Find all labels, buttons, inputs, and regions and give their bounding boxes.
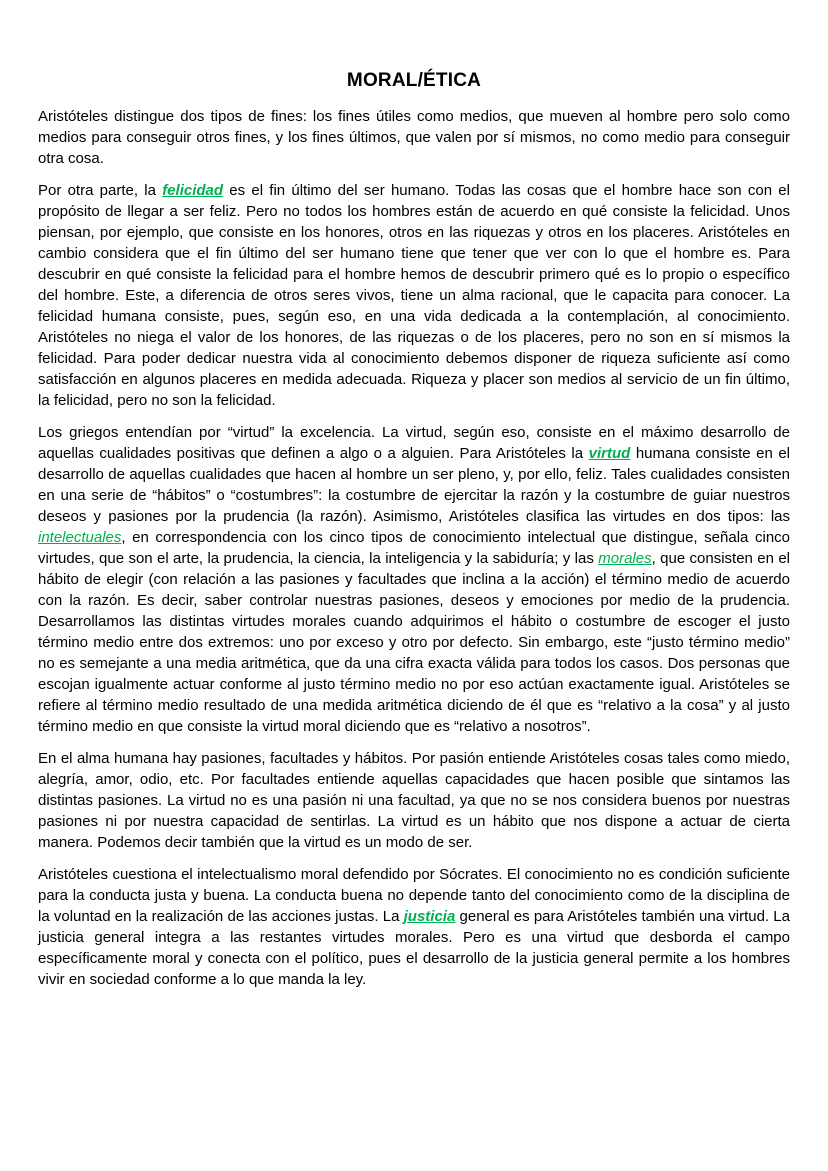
paragraph [38,106,790,169]
highlighted-term: felicidad [162,182,224,199]
text-run: Los griegos entendían por “virtud” la excelencia. La virtud, según eso, consiste en el máximo desarrollo de aquellas cualidades positivas que definen a algo o a alguien. Para Aristóteles la [38,424,790,462]
text-run: Aristóteles cuestiona el intelectualismo moral defendido por Sócrates. El conocimiento no es condición suficiente para la conducta justa y buena. La conducta buena no depende tanto del conocimiento como de la disciplina de la voluntad en la realización de las acciones justas. La [38,866,790,925]
text-run: es el fin último del ser humano. Todas las cosas que el hombre hace son con el propósito de llegar a ser feliz. Pero no todos los hombres están de acuerdo en qué consiste la felicidad. Unos piensan, por ejemplo, que consiste en los honores, otros en las riquezas y otros en los placeres. Aristóteles en cambio considera que el fin último del ser humano tiene que tener que ver con lo que el hombre es. Para descubrir en qué consiste la felicidad para el hombre hemos de descubrir primero qué es lo propio o específico del hombre. Este, a diferencia de otros seres vivos, tiene un alma racional, que le capacita para conocer. La felicidad humana consiste, pues, según eso, en una vida dedicada a la contemplación, al conocimiento. Aristóteles no niega el valor de los honores, de las riquezas o de los placeres, pero no son en sí mismos la felicidad. Para poder dedicar nuestra vida al conocimiento debemos disponer de riqueza suficiente así como satisfacción en algunos placeres en medida adecuada. Riqueza y placer son medios al servicio de un fin último, la felicidad, pero no son la felicidad. [38,182,790,409]
document-body [38,106,790,990]
text-run: general es para Aristóteles también una virtud. La justicia general integra a las restantes virtudes morales. Pero es una virtud que desborda el campo específicamente moral y conecta con el político, pues el desarrollo de la justicia general permite a los hombres vivir en sociedad conforme a lo que manda la ley. [38,908,790,988]
document-title: MORAL/ÉTICA [346,70,482,91]
paragraph [38,180,790,411]
highlighted-term: intelectuales [38,529,122,546]
text-run: , que consisten en el hábito de elegir (con relación a las pasiones y facultades que inclina a la acción) el término medio de acuerdo con la razón. Es decir, saber controlar nuestras pasiones, deseos y emociones por medio de la prudencia. Desarrollamos las distintas virtudes morales cuando adquirimos el hábito o costumbre de escoger el justo término medio entre dos extremos: uno por exceso y otro por defecto. Sin embargo, este “justo término medio” no es semejante a una media aritmética, que da una cifra exacta válida para todos los casos. Dos personas que escojan igualmente actuar conforme al justo término medio no por eso actúan exactamente igual. Aristóteles se refiere al término medio resultado de una medida aritmética diciendo de él que es “relativo a la cosa” y al justo término medio en que consiste la virtud moral diciendo que es “relativo a nosotros”. [38,550,790,735]
text-run: Por otra parte, la [38,182,163,199]
text-run: En el alma humana hay pasiones, facultades y hábitos. Por pasión entiende Aristóteles cosas tales como miedo, alegría, amor, odio, etc. Por facultades entiende aquellas capacidades que hacen posible que sintamos las distintas pasiones. La virtud no es una pasión ni una facultad, ya que no se nos considera buenos por nuestras pasiones ni por nuestra capacidad de sentirlas. La virtud es un hábito que nos dispone a actuar de cierta manera. Podemos decir también que la virtud es un modo de ser. [38,750,790,851]
text-run: , en correspondencia con los cinco tipos de conocimiento intelectual que distingue, señala cinco virtudes, que son el arte, la prudencia, la ciencia, la inteligencia y la sabiduría; y las [38,529,790,567]
highlighted-term: justicia [403,908,456,925]
highlighted-term: virtud [588,445,631,462]
paragraph [38,748,790,853]
text-run: humana consiste en el desarrollo de aquellas cualidades que hacen al hombre un ser pleno, y, por ello, feliz. Tales cualidades consisten en una serie de “hábitos” o “costumbres”: la costumbre de ejercitar la razón y la costumbre de guiar nuestros deseos y pasiones por la prudencia (la razón). Asimismo, Aristóteles clasifica las virtudes en dos tipos: las [38,445,791,525]
highlighted-term: morales [598,550,652,567]
text-run: Aristóteles distingue dos tipos de fines: los fines útiles como medios, que mueven al hombre pero solo como medios para conseguir otros fines, y los fines últimos, que valen por sí mismos, no como medio para conseguir otra cosa. [38,108,790,167]
paragraph [38,422,790,737]
paragraph [38,864,790,990]
